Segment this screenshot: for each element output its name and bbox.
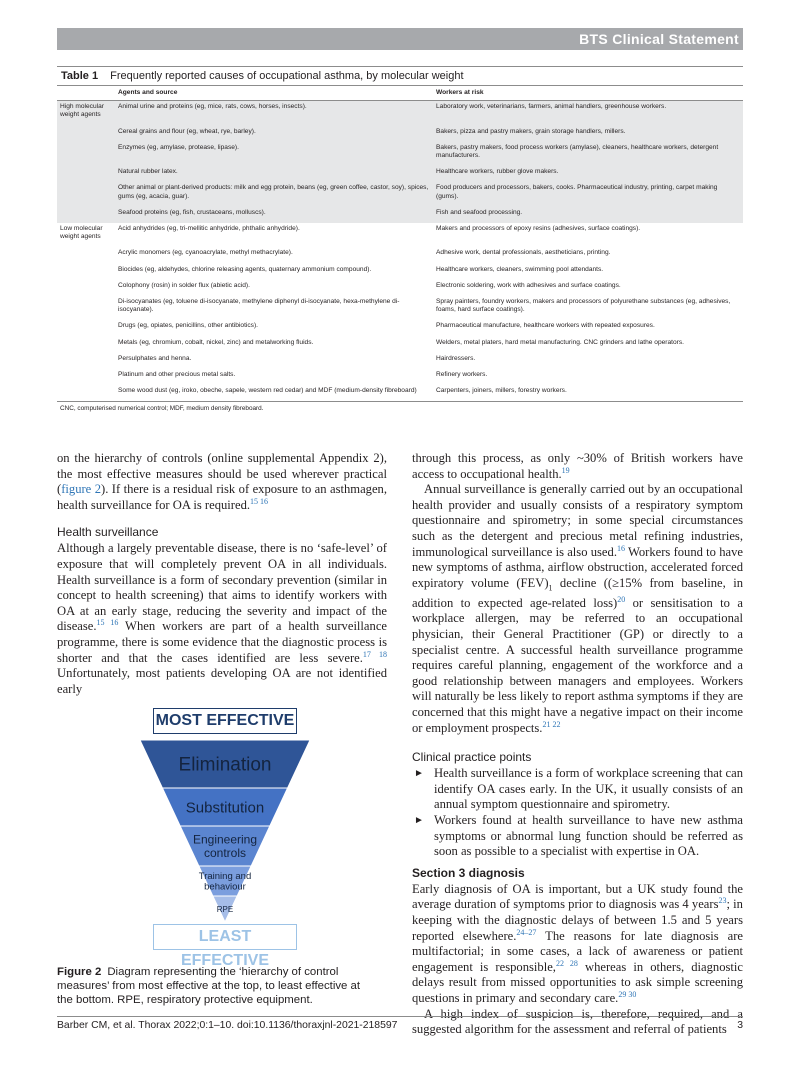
- pyramid-level-label: RPE: [216, 904, 234, 914]
- table-row: [57, 280, 743, 296]
- figure-2-caption: [57, 965, 377, 1007]
- table-cell-group: High molecular weight agents: [57, 101, 115, 126]
- least-effective-label: LEAST EFFECTIVE: [153, 924, 297, 950]
- triangle-bullet-icon: ►: [414, 814, 424, 826]
- page-footer: [57, 1016, 743, 1035]
- table-row: [57, 166, 743, 182]
- table-cell-group: [57, 264, 115, 280]
- table-cell-agent: Natural rubber latex.: [115, 166, 433, 182]
- table-cell-agent: Animal urine and proteins (eg, mice, rats, cows, horses, insects).: [115, 101, 433, 126]
- table-cell-workers: Food producers and processors, bakers, cooks. Pharmaceutical industry, printing, carpet making (gums).: [433, 182, 743, 206]
- paragraph: A high index of suspicion is, therefore, required, and a suggested algorithm for the assessment and referral of patients: [412, 1006, 743, 1037]
- table-row: [57, 207, 743, 223]
- table-header-agents: Agents and source: [115, 86, 433, 101]
- table-row: [57, 126, 743, 142]
- table-row: [57, 337, 743, 353]
- table-cell-agent: Other animal or plant-derived products: milk and egg protein, beans (eg, green coffee, castor, soy), spices, gums (eg, acacia, guar).: [115, 182, 433, 206]
- table-title: Frequently reported causes of occupational asthma, by molecular weight: [110, 70, 464, 82]
- table-cell-group: [57, 207, 115, 223]
- table-label: Table 1: [61, 70, 99, 82]
- section-heading-health-surveillance: Health surveillance: [57, 525, 159, 540]
- table-cell-group: [57, 296, 115, 320]
- citation-ref[interactable]: 23: [718, 896, 727, 906]
- table-cell-agent: Persulphates and henna.: [118, 354, 192, 362]
- table-cell-workers: Laboratory work, veterinarians, farmers, animal handlers, greenhouse workers.: [433, 101, 743, 126]
- paragraph: through this process, as only ~30% of British workers have access to occupational health.$^{19}$: [412, 451, 743, 481]
- table-cell-workers: Adhesive work, dental professionals, aestheticians, printing.: [436, 249, 611, 257]
- pyramid-level-label: Training and behaviour: [198, 871, 252, 893]
- figure-label: Figure 2: [57, 966, 102, 978]
- section-3-heading: Section 3 diagnosis: [412, 865, 525, 880]
- paragraph: Although a largely preventable disease, there is no ‘safe-level’ of exposure that will completely prevent OA in all individuals. Health surveillance is a form of secondary prevention (similar in concept to health screening) that aims to identify workers with OA at an early stage, reducing the severity and impact of the disease.$^{15 16}$ When workers are part of a health surveillance programme, there is some evidence that the diagnostic process is shorter and that the cases identified are less severe.$^{17 18}$ Unfortunately, most patients developing OA are not identified early: [57, 541, 388, 696]
- table-cell-group: Low molecular weight agents: [60, 225, 103, 241]
- table-row: [57, 296, 743, 320]
- occupational-asthma-table: [57, 86, 743, 402]
- citation-ref[interactable]: 17 18: [362, 649, 387, 659]
- table-cell-agent: Platinum and other precious metal salts.: [118, 371, 236, 379]
- page-number: 3: [737, 1020, 743, 1031]
- table-cell-group: [57, 247, 115, 263]
- citation-ref[interactable]: 20: [617, 594, 626, 604]
- table-row: [57, 369, 743, 385]
- table-row: [57, 182, 743, 206]
- table-cell-agent: Cereal grains and flour (eg, wheat, rye, barley).: [115, 126, 433, 142]
- table-cell-agent: Some wood dust (eg, iroko, obeche, sapele, western red cedar) and MDF (medium-density fibreboard): [115, 385, 433, 402]
- citation-ref[interactable]: 29 30: [618, 989, 637, 999]
- table-caption: [57, 66, 743, 86]
- table-cell-agent: Enzymes (eg, amylase, protease, lipase).: [115, 142, 433, 166]
- table-cell-group: [57, 337, 115, 353]
- citation-ref[interactable]: 24–27: [516, 927, 537, 937]
- table-cell-group: [57, 353, 115, 369]
- citation-ref[interactable]: 22 28: [555, 958, 578, 968]
- table-cell-agent: Di-isocyanates (eg, toluene di-isocyanate, methylene diphenyl di-isocyanate, hexa-methylene di-isocyanate).: [118, 298, 400, 314]
- table-footnote: CNC, computerised numerical control; MDF, medium density fibreboard.: [60, 405, 264, 413]
- triangle-bullet-icon: ►: [414, 768, 424, 780]
- table-cell-group: [57, 385, 115, 402]
- table-header-workers: Workers at risk: [433, 86, 743, 101]
- table-cell-workers: Spray painters, foundry workers, makers and processors of polyurethane substances (eg, adhesives, foams, hard surface coatings).: [436, 298, 731, 314]
- citation-ref[interactable]: 16: [616, 543, 625, 553]
- table-cell-workers: Makers and processors of epoxy resins (adhesives, surface coatings).: [436, 225, 641, 233]
- table-1: [57, 66, 743, 415]
- table-cell-group: [57, 320, 115, 336]
- table-cell-agent: Biocides (eg, aldehydes, chlorine releasing agents, quaternary ammonium compound).: [118, 265, 372, 273]
- clinical-practice-points-list: [412, 766, 743, 860]
- citation-ref[interactable]: 15 16: [250, 496, 269, 506]
- table-row: [57, 353, 743, 369]
- pyramid-level-label: Engineering controls: [192, 832, 258, 860]
- citation-ref[interactable]: 21 22: [542, 719, 561, 729]
- table-cell-agent: Drugs (eg, opiates, penicillins, other antibiotics).: [118, 322, 259, 330]
- table-row: [57, 264, 743, 280]
- citation-ref[interactable]: 15 16: [96, 618, 119, 628]
- table-cell-workers: Carpenters, joiners, millers, forestry workers.: [433, 385, 743, 402]
- pyramid-level-label: Substitution: [185, 799, 265, 817]
- list-item: ► Health surveillance is a form of workplace screening that can identify OA cases early. In the UK, it usually consists of an annual symptom questionnaire and spirometry.: [414, 766, 743, 812]
- table-row: [57, 101, 743, 126]
- table-header-group: [57, 86, 115, 101]
- pyramid-level-label: Elimination: [178, 754, 272, 776]
- paragraph: Early diagnosis of OA is important, but a UK study found the average duration of symptoms prior to diagnosis was 4 years$^{23}$; in keeping with the diagnostic delays of between 1.5 and 5 years reported elsewhere.$^{24-27}$ The reasons for late diagnosis are multifactorial; in some cases, a lack of awareness or patient engagement is responsible,$^{22 28}$ whereas in others, diagnostic delays result from missed opportunities to ask simple screening questions in primary and secondary care.$^{29 30}$: [412, 881, 743, 1005]
- table-row: [57, 142, 743, 166]
- table-row: [57, 223, 743, 247]
- table-cell-agent: Acrylic monomers (eg, cyanoacrylate, methyl methacrylate).: [118, 249, 293, 257]
- table-header-row: [57, 86, 743, 101]
- left-text-column: [57, 451, 387, 697]
- table-cell-workers: Bakers, pastry makers, food process workers (amylase), cleaners, healthcare workers, detergent manufacturers.: [433, 142, 743, 166]
- citation-footer: Barber CM, et al. Thorax 2022;0:1–10. doi:10.1136/thoraxjnl-2021-218597: [57, 1020, 398, 1031]
- table-cell-group: [57, 126, 115, 142]
- paragraph: Annual surveillance is generally carried out by an occupational health provider and usually consists of a respiratory symptom questionnaire and spirometry; in some special circumstances such as the detergent and precious metal refining industries, immunological surveillance is also used.$^{16}$ Workers found to have new symptoms of asthma, airflow obstruction, accelerated forced expiratory volume $(FEV)_1$ decline ((≥15% from baseline, in addition to expected age-related loss)$^{20}$ or sensitisation to a workplace allergen, may be referred to an occupational physician, their General Practitioner (GP) or directly to a specialist centre. A successful health surveillance programme requires careful planning, engagement of the workforce and a good relationship between managers and employees. Workers will naturally be less likely to report asthma symptoms if they are concerned that this might have a negative impact on their income or employment prospects.$^{21 22}$: [412, 482, 743, 735]
- table-cell-agent: Colophony (rosin) in solder flux (abietic acid).: [118, 281, 250, 289]
- right-text-column: [412, 451, 743, 1038]
- figure-2-hierarchy-of-controls: [140, 700, 310, 969]
- table-cell-group: [57, 166, 115, 182]
- list-item: ► Workers found at health surveillance to have new asthma symptoms or abnormal lung function should be referred as soon as possible to a specialist with expertise in OA.: [414, 812, 743, 859]
- most-effective-label: MOST EFFECTIVE: [153, 708, 297, 734]
- subscript: 1: [548, 583, 553, 593]
- journal-section-header: BTS Clinical Statement: [57, 28, 743, 50]
- table-cell-group: [57, 182, 115, 206]
- figure-caption-text: Diagram representing the ‘hierarchy of control measures’ from most effective at the top, to least effective at the bottom. RPE, respiratory protective equipment.: [57, 966, 361, 1006]
- table-cell-agent: Acid anhydrides (eg, tri-mellitic anhydride, phthalic anhydride).: [118, 225, 300, 233]
- table-cell-workers: Electronic soldering, work with adhesives and surface coatings.: [436, 281, 621, 289]
- table-cell-group: [57, 142, 115, 166]
- table-cell-workers: Fish and seafood processing.: [433, 207, 743, 223]
- citation-ref[interactable]: 19: [561, 465, 570, 475]
- table-cell-workers: Hairdressers.: [436, 354, 476, 362]
- table-cell-workers: Welders, metal platers, hard metal manufacturing. CNC grinders and lathe operators.: [436, 338, 684, 346]
- table-cell-workers: Pharmaceutical manufacture, healthcare workers with repeated exposures.: [436, 322, 655, 330]
- table-cell-agent: Seafood proteins (eg, fish, crustaceans, molluscs).: [115, 207, 433, 223]
- table-cell-workers: Bakers, pizza and pastry makers, grain storage handlers, millers.: [433, 126, 743, 142]
- hierarchy-pyramid: [140, 740, 310, 922]
- table-cell-workers: Healthcare workers, rubber glove makers.: [433, 166, 743, 182]
- table-row: [57, 385, 743, 402]
- table-cell-group: [57, 369, 115, 385]
- figure-2-link[interactable]: figure 2: [61, 482, 101, 497]
- paragraph: on the hierarchy of controls (online supplemental Appendix 2), the most effective measures should be used wherever practical (figure 2). If there is a residual risk of exposure to an asthmagen, health surveillance for OA is required.$^{15 16}$: [57, 451, 387, 512]
- clinical-practice-points-heading: Clinical practice points: [412, 750, 532, 765]
- table-row: [57, 247, 743, 263]
- table-cell-workers: Refinery workers.: [436, 371, 488, 379]
- table-cell-group: [57, 280, 115, 296]
- table-cell-agent: Metals (eg, chromium, cobalt, nickel, zinc) and metalworking fluids.: [118, 338, 314, 346]
- table-cell-workers: Healthcare workers, cleaners, swimming pool attendants.: [436, 265, 604, 273]
- table-row: [57, 320, 743, 336]
